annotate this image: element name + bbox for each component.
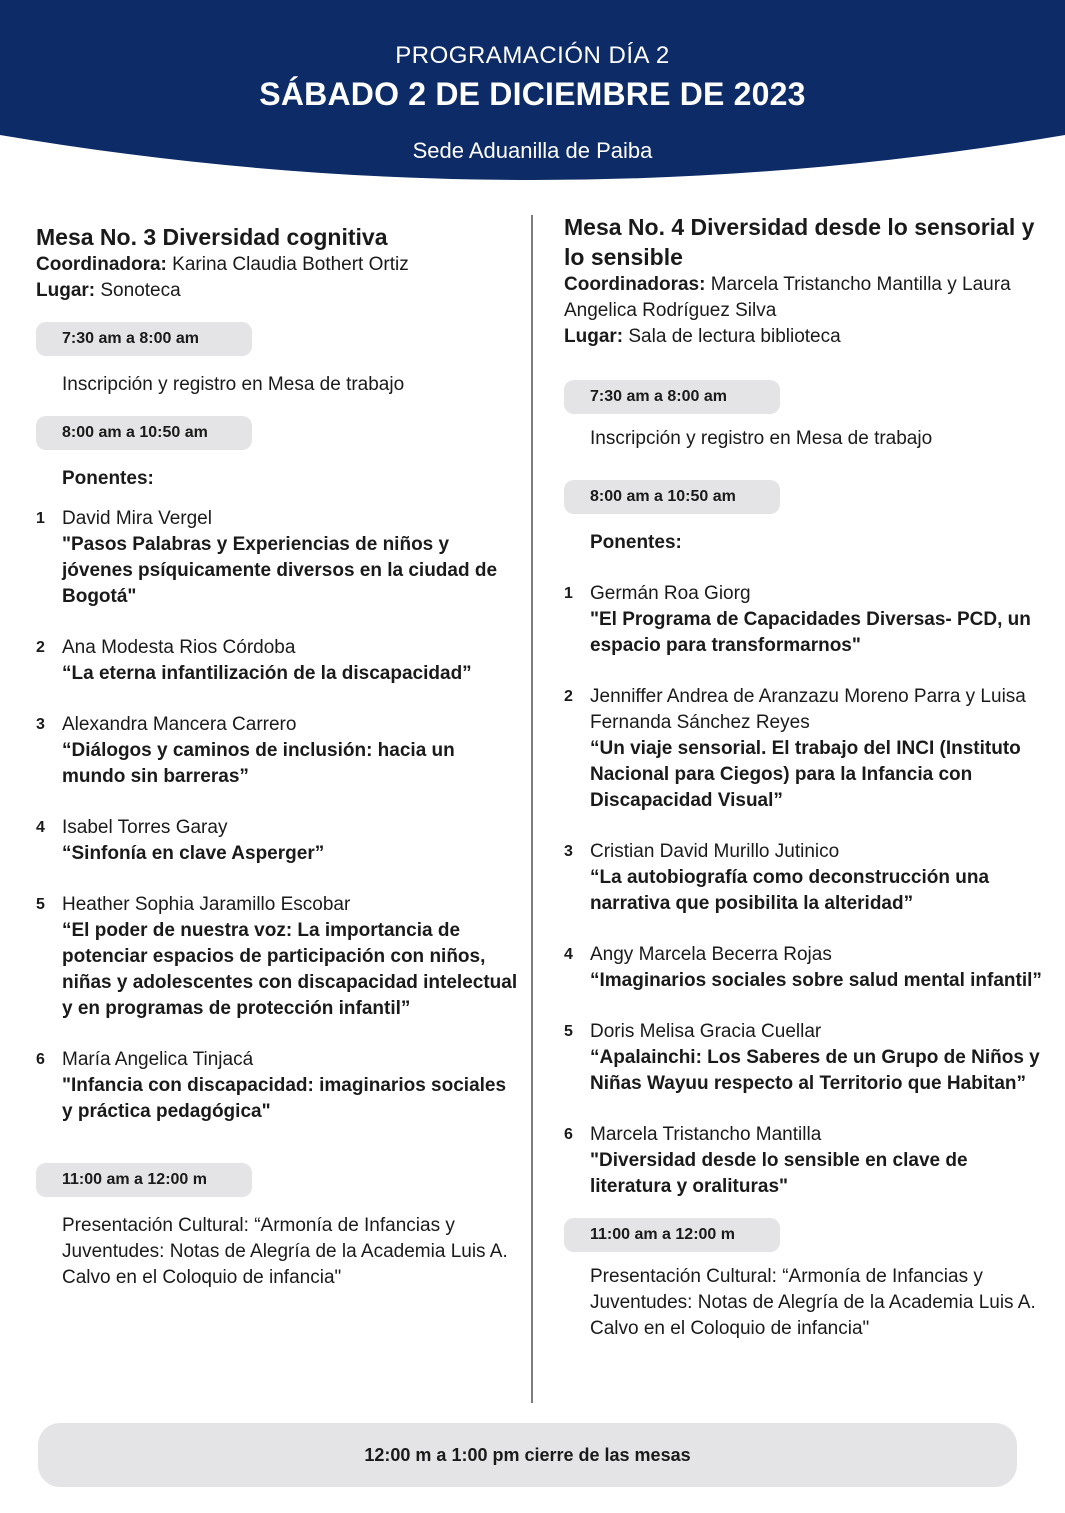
mesa-title: Mesa No. 4 Diversidad desde lo sensorial y lo sensible <box>564 214 1035 270</box>
talk-title: “La autobiografía como deconstrucción una narrativa que posibilita la alteridad” <box>590 867 990 914</box>
speaker-name: Isabel Torres Garay <box>62 817 228 838</box>
speaker-number: 3 <box>564 843 573 860</box>
speaker-item <box>564 684 1044 814</box>
speaker-name: Heather Sophia Jaramillo Escobar <box>62 894 351 915</box>
header-banner <box>0 0 1065 190</box>
talk-title: "Diversidad desde lo sensible en clave de literatura y oralituras" <box>590 1150 968 1197</box>
closing-banner: 12:00 m a 1:00 pm cierre de las mesas <box>38 1423 1017 1487</box>
time-slot-badge: 11:00 am a 12:00 m <box>36 1163 252 1197</box>
coordinator-name: Karina Claudia Bothert Ortiz <box>166 254 409 275</box>
talk-title: “La eterna infantilización de la discapacidad” <box>62 663 472 684</box>
speaker-item <box>564 1122 1044 1200</box>
location-label: Lugar: <box>36 280 96 301</box>
mesa-4-column <box>564 212 1044 1342</box>
talk-title: "El Programa de Capacidades Diversas- PCD, un espacio para transformarnos" <box>590 609 1031 656</box>
speaker-number: 1 <box>36 510 45 527</box>
speaker-item <box>36 815 521 867</box>
location-line <box>564 324 1044 350</box>
speaker-number: 5 <box>564 1023 573 1040</box>
program-day-label: PROGRAMACIÓN DÍA 2 <box>395 42 670 69</box>
column-divider <box>531 215 533 1403</box>
time-slot-badge: 8:00 am a 10:50 am <box>36 416 252 450</box>
talk-title: "Infancia con discapacidad: imaginarios sociales y práctica pedagógica" <box>62 1075 507 1122</box>
speaker-number: 4 <box>36 819 45 836</box>
talk-title: “Un viaje sensorial. El trabajo del INCI (Instituto Nacional para Ciegos) para la Infancia con Discapacidad Visual” <box>590 738 1021 811</box>
speaker-number: 5 <box>36 896 45 913</box>
speaker-name: Angy Marcela Becerra Rojas <box>590 944 832 965</box>
location-line <box>36 278 521 304</box>
time-slot-badge: 8:00 am a 10:50 am <box>564 480 780 514</box>
venue-name: Sede Aduanilla de Paiba <box>412 138 653 163</box>
talk-title: “El poder de nuestra voz: La importancia de potenciar espacios de participación con niños, niñas y adolescentes con discapacidad intelectual y en programas de protección infantil” <box>62 920 518 1019</box>
speaker-item <box>36 506 521 610</box>
cultural-presentation: Presentación Cultural: “Armonía de Infancias y Juventudes: Notas de Alegría de la Academia Luis A. Calvo en el Coloquio de infancia" <box>590 1266 1036 1339</box>
speakers-heading: Ponentes: <box>590 532 682 553</box>
speakers-heading: Ponentes: <box>62 468 154 489</box>
talk-title: “Imaginarios sociales sobre salud mental infantil” <box>590 970 1042 991</box>
speaker-number: 2 <box>564 688 573 705</box>
speaker-item <box>564 942 1044 994</box>
speaker-name: Germán Roa Giorg <box>590 583 751 604</box>
coordinator-name: Marcela Tristancho Mantilla y Laura Angelica Rodríguez Silva <box>564 274 1011 321</box>
speaker-name: David Mira Vergel <box>62 508 212 529</box>
talk-title: “Diálogos y caminos de inclusión: hacia un mundo sin barreras” <box>62 740 455 787</box>
coordinator-label: Coordinadoras: <box>564 274 706 295</box>
speaker-name: Doris Melisa Gracia Cuellar <box>590 1021 822 1042</box>
time-slot-badge: 7:30 am a 8:00 am <box>36 322 252 356</box>
program-date: SÁBADO 2 DE DICIEMBRE DE 2023 <box>259 76 806 112</box>
mesa-3-column <box>36 222 521 1291</box>
registration-text: Inscripción y registro en Mesa de trabajo <box>62 374 405 395</box>
speaker-number: 1 <box>564 585 573 602</box>
speaker-name: Alexandra Mancera Carrero <box>62 714 297 735</box>
talk-title: "Pasos Palabras y Experiencias de niños y jóvenes psíquicamente diversos en la ciudad de Bogotá" <box>62 534 498 607</box>
speaker-item <box>564 1019 1044 1097</box>
speaker-name: María Angelica Tinjacá <box>62 1049 254 1070</box>
speaker-number: 6 <box>564 1126 573 1143</box>
coordinator-line <box>36 252 521 278</box>
speaker-name: Cristian David Murillo Jutinico <box>590 841 840 862</box>
time-slot-badge: 11:00 am a 12:00 m <box>564 1218 780 1252</box>
speaker-number: 4 <box>564 946 573 963</box>
speaker-number: 3 <box>36 716 45 733</box>
location-name: Sonoteca <box>95 280 181 301</box>
speaker-name: Jenniffer Andrea de Aranzazu Moreno Parra y Luisa Fernanda Sánchez Reyes <box>590 686 1026 733</box>
mesa-title: Mesa No. 3 Diversidad cognitiva <box>36 224 388 250</box>
registration-text: Inscripción y registro en Mesa de trabajo <box>590 428 933 449</box>
speaker-item <box>564 839 1044 917</box>
speaker-number: 6 <box>36 1051 45 1068</box>
speaker-name: Ana Modesta Rios Córdoba <box>62 637 296 658</box>
cultural-presentation: Presentación Cultural: “Armonía de Infancias y Juventudes: Notas de Alegría de la Academia Luis A. Calvo en el Coloquio de infancia" <box>62 1215 508 1288</box>
coordinator-label: Coordinadora: <box>36 254 167 275</box>
talk-title: “Apalainchi: Los Saberes de un Grupo de Niños y Niñas Wayuu respecto al Territorio que Habitan” <box>590 1047 1040 1094</box>
time-slot-badge: 7:30 am a 8:00 am <box>564 380 780 414</box>
location-name: Sala de lectura biblioteca <box>623 326 841 347</box>
coordinator-line <box>564 272 1044 324</box>
speaker-item <box>36 892 521 1022</box>
speaker-item <box>564 581 1044 659</box>
speaker-item <box>36 1047 521 1125</box>
talk-title: “Sinfonía en clave Asperger” <box>62 843 325 864</box>
speaker-item <box>36 635 521 687</box>
speaker-item <box>36 712 521 790</box>
speaker-name: Marcela Tristancho Mantilla <box>590 1124 822 1145</box>
location-label: Lugar: <box>564 326 624 347</box>
speaker-number: 2 <box>36 639 45 656</box>
